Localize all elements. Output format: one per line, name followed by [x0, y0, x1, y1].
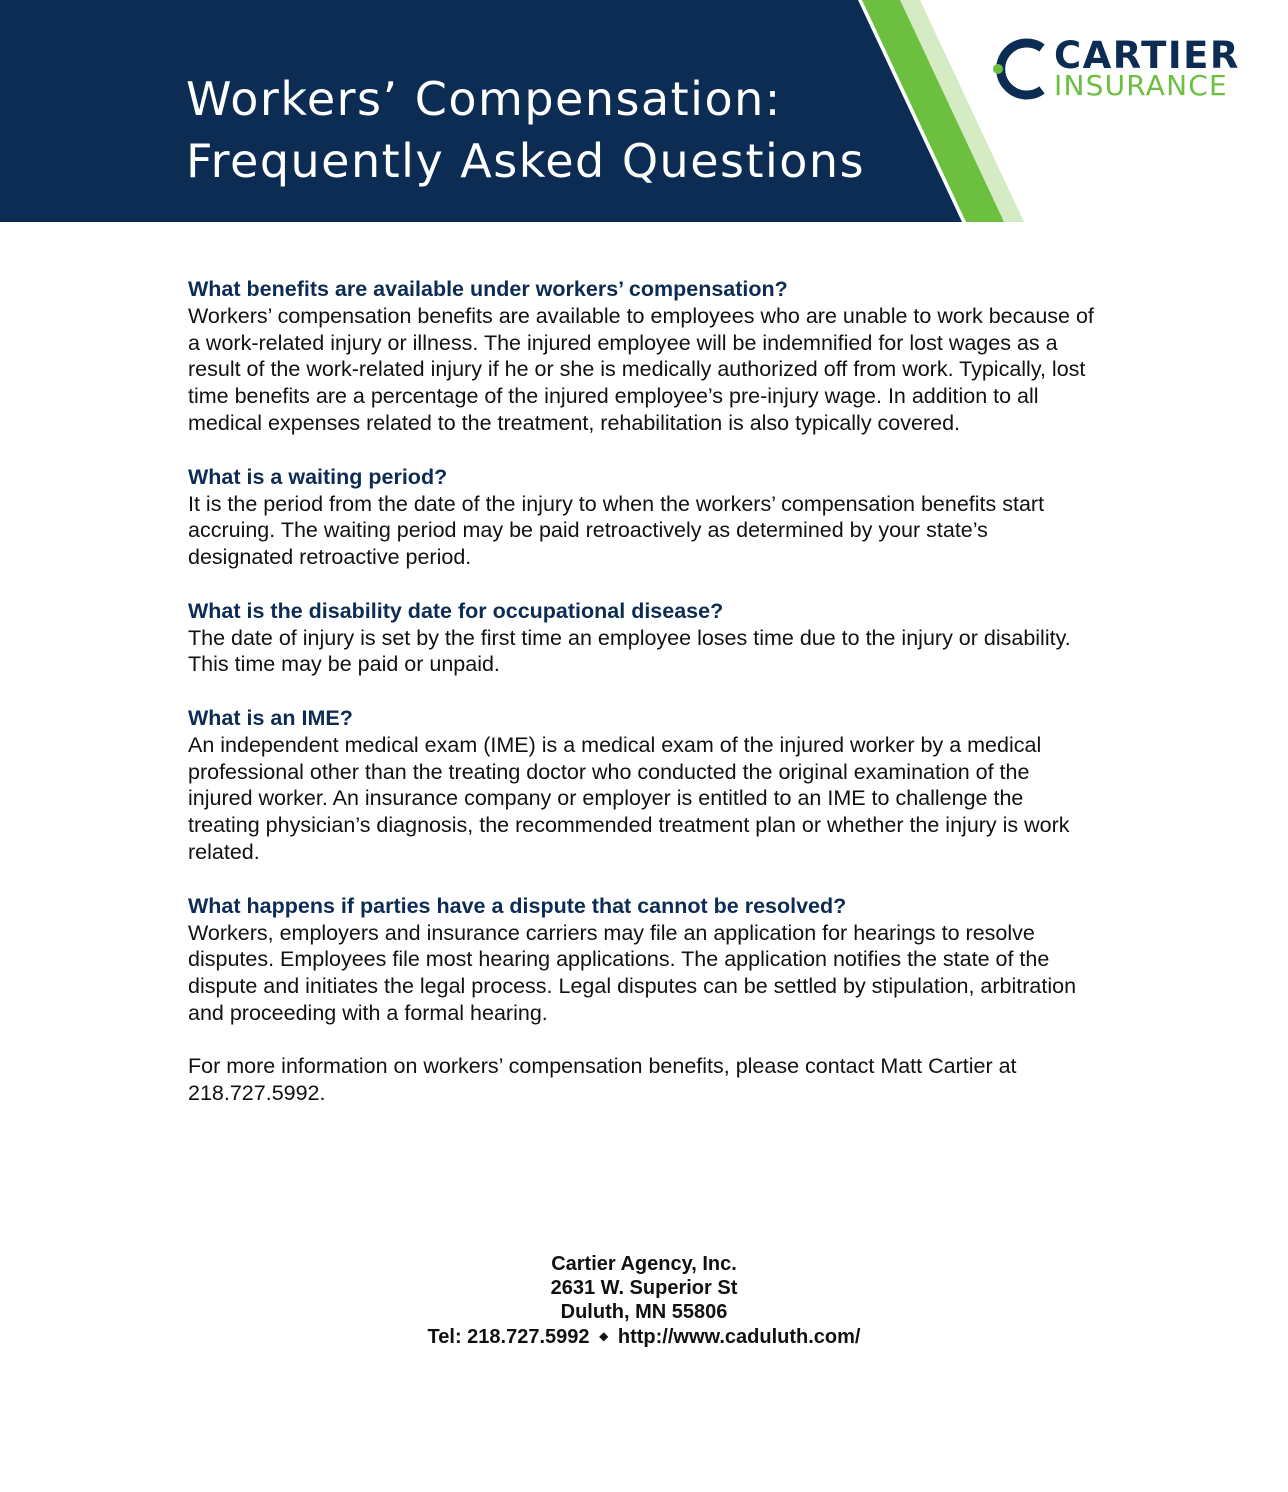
faq-answer: Workers, employers and insurance carriers may file an application for hearings to resolve disputes. Employees file most hearing applications. The application notifies the state of the dispute and initiates the legal process. Legal disputes can be settled by stipulation, arbitration and proceeding with a formal hearing.	[188, 920, 1077, 1025]
title-line-2: Frequently Asked Questions	[186, 134, 866, 188]
faq-question: What is a waiting period?	[188, 464, 448, 489]
footer-address	[0, 1252, 1288, 1349]
logo-word-insurance: INSURANCE	[1054, 69, 1228, 102]
faq-question: What benefits are available under workers’ compensation?	[188, 277, 788, 301]
faq-item	[188, 893, 1098, 1027]
logo-word-cartier: CARTIER	[1054, 34, 1240, 77]
cartier-insurance-logo	[992, 36, 1252, 106]
page-title	[186, 68, 865, 192]
closing-contact-note: For more information on workers’ compensation benefits, please contact Matt Cartier at 218.727.5992.	[188, 1054, 1017, 1106]
cartier-c-logo-icon	[992, 38, 1050, 100]
faq-item	[188, 464, 1098, 571]
footer-phone: Tel: 218.727.5992	[427, 1326, 590, 1348]
faq-item	[188, 705, 1098, 866]
faq-answer: It is the period from the date of the injury to when the workers’ compensation benefits start accruing. The waiting period may be paid retroactively as determined by your state’s designated retroactive period.	[188, 491, 1045, 569]
faq-item	[188, 276, 1098, 437]
faq-answer: The date of injury is set by the first time an employee loses time due to the injury or disability. This time may be paid or unpaid.	[188, 625, 1071, 677]
faq-item	[188, 598, 1098, 678]
footer-website-link[interactable]: http://www.caduluth.com/	[617, 1326, 861, 1348]
faq-question: What is an IME?	[188, 706, 353, 731]
diamond-separator-icon: ◆	[599, 1329, 609, 1343]
title-line-1: Workers’ Compensation:	[186, 72, 782, 126]
footer-company: Cartier Agency, Inc.	[551, 1253, 737, 1275]
faq-answer: Workers’ compensation benefits are available to employees who are unable to work because of a work-related injury or illness. The injured employee will be indemnified for lost wages as a result of the work-related injury if he or she is medically authorized off from work. Typically, lost time benefits are a percentage of the injured employee’s pre-injury wage. In addition to all medical expenses related to the treatment, rehabilitation is also typically covered.	[188, 304, 1094, 435]
faq-answer: An independent medical exam (IME) is a medical exam of the injured worker by a medical professional other than the treating doctor who conducted the original examination of the injured worker. An insurance company or employer is entitled to an IME to challenge the treating physician’s diagnosis, the recommended treatment plan or whether the injury is work related.	[188, 733, 1070, 864]
faq-content	[188, 276, 1098, 1107]
faq-question: What is the disability date for occupational disease?	[188, 598, 724, 623]
footer-contact-line	[0, 1324, 1288, 1349]
faq-question: What happens if parties have a dispute that cannot be resolved?	[188, 893, 847, 918]
footer-city: Duluth, MN 55806	[560, 1301, 728, 1323]
footer-street: 2631 W. Superior St	[550, 1277, 738, 1299]
